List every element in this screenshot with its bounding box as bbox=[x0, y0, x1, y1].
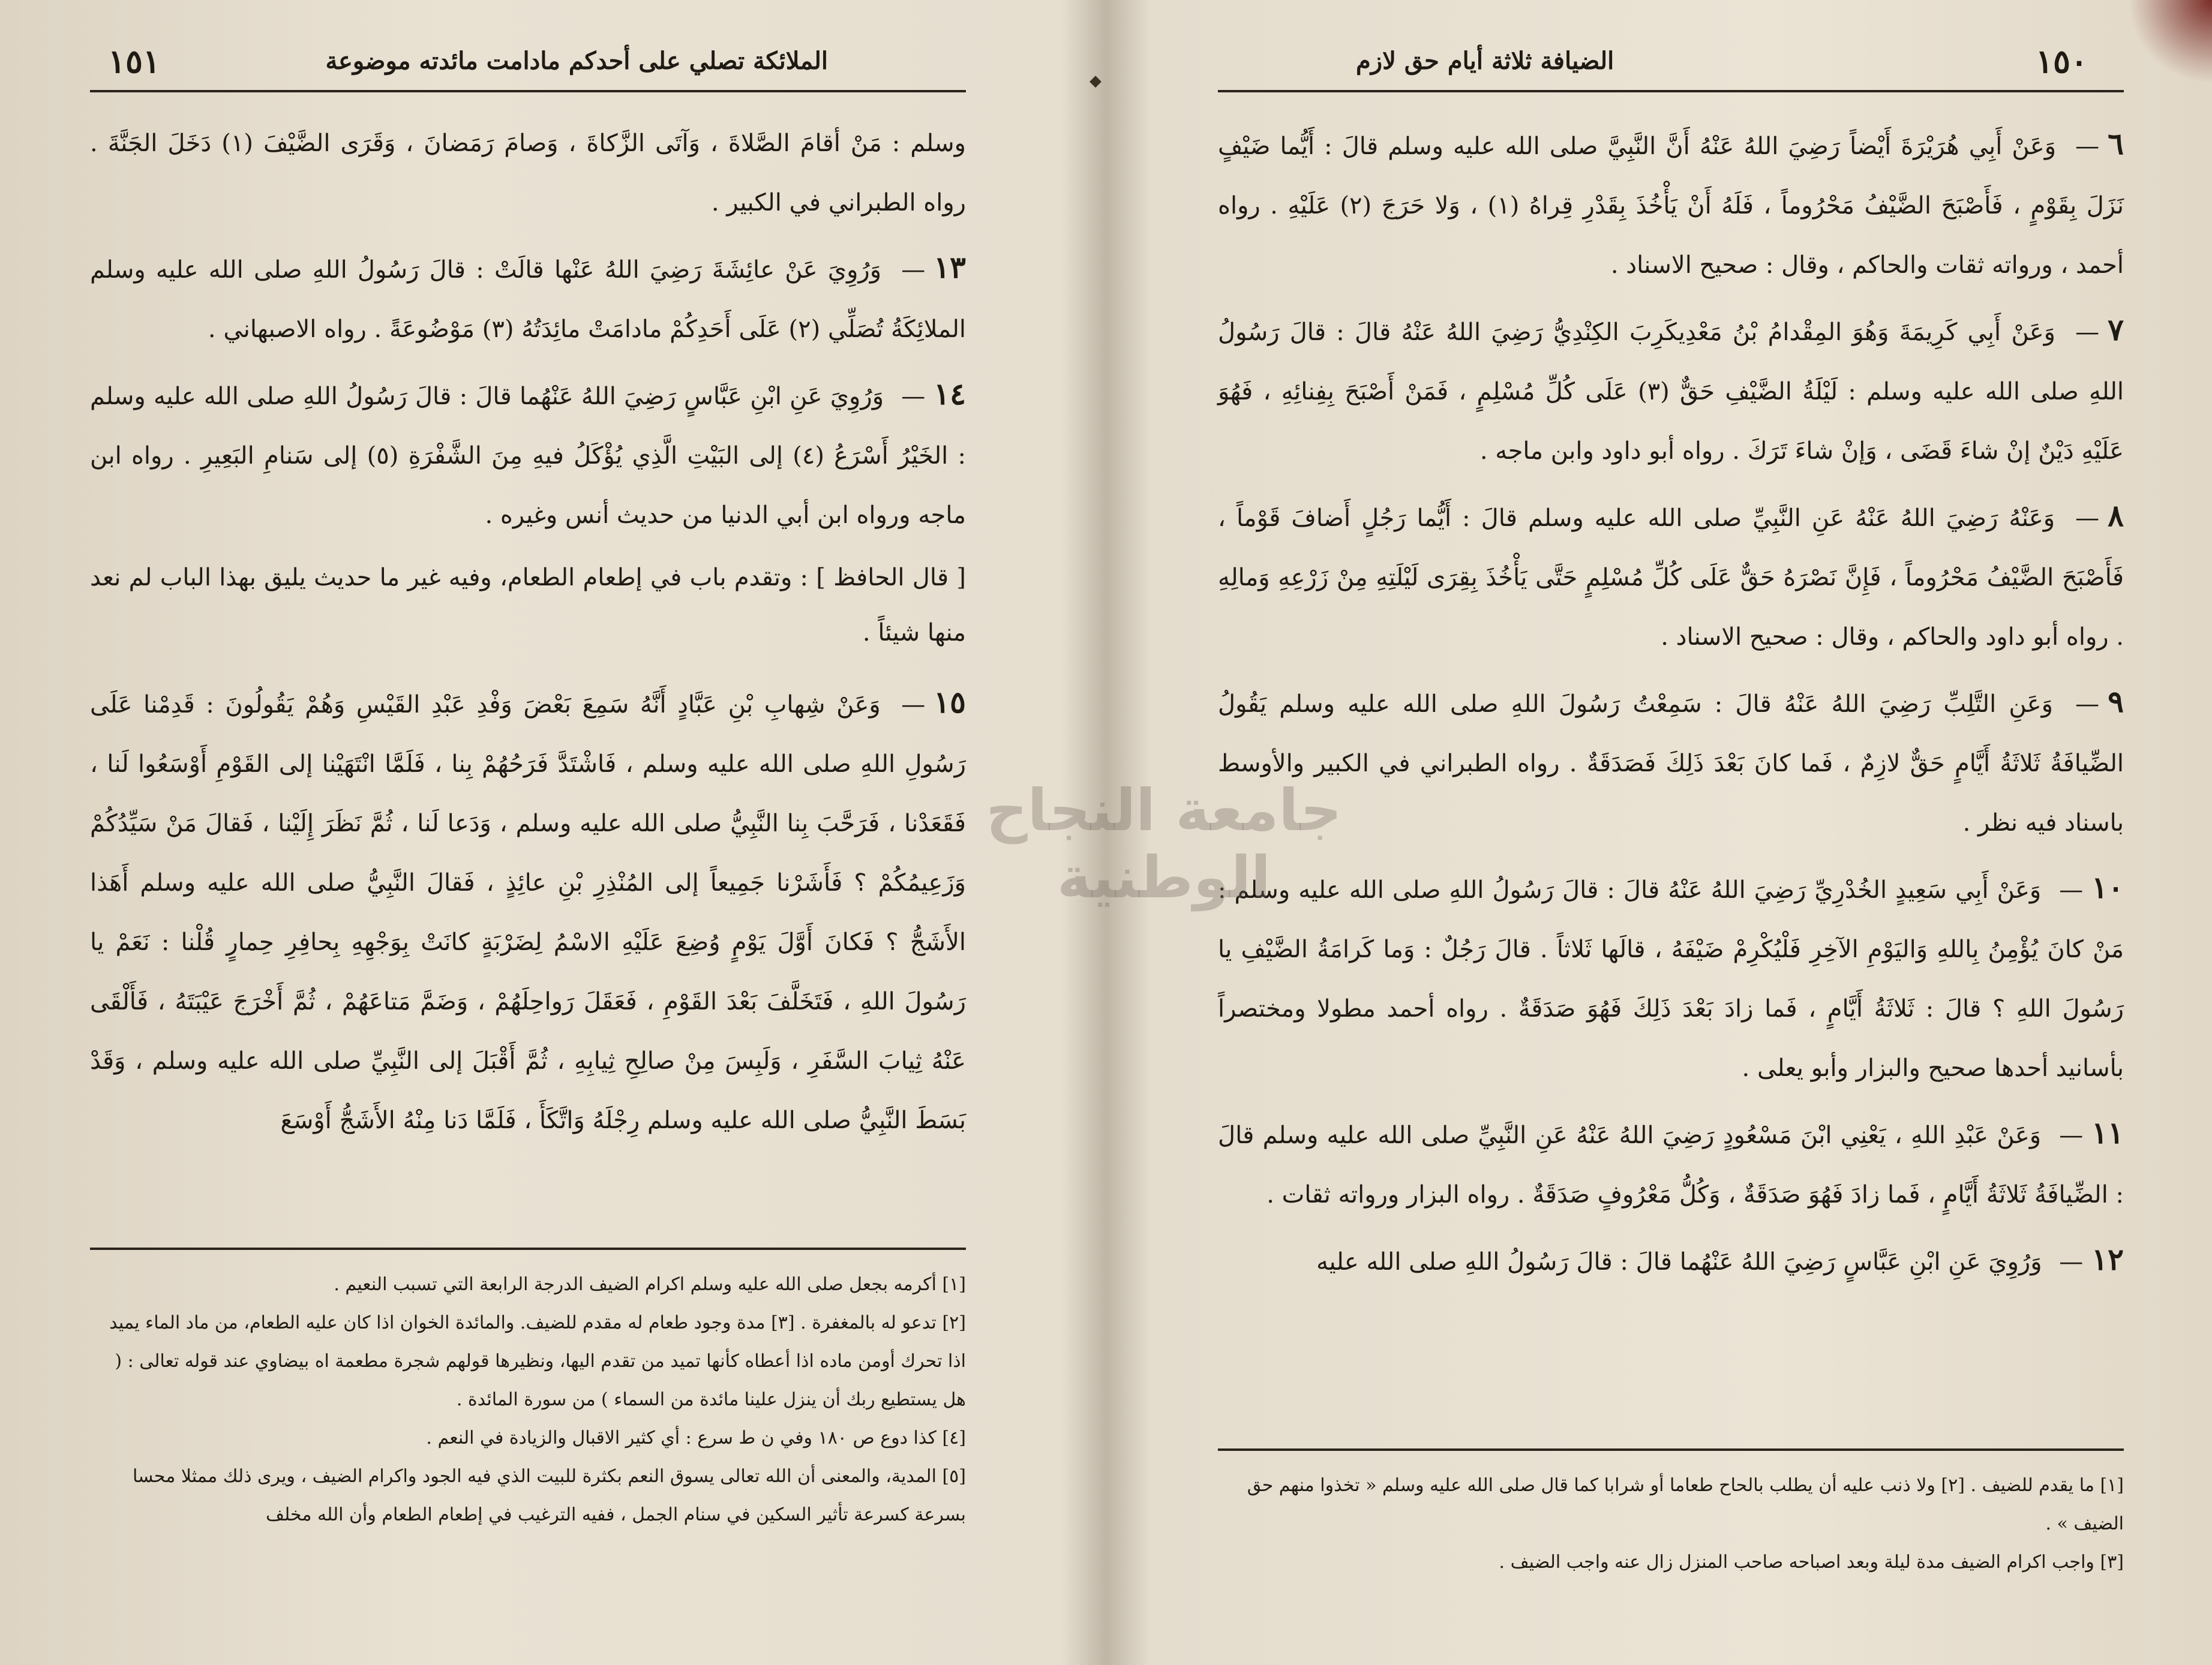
hadith-8: ٨— وَعَنْهُ رَضِيَ اللهُ عَنْهُ عَنِ النَّبِيِّ صلى الله عليه وسلم قالَ : أَيُّما رَجُلٍ أَضافَ قَوْماً ، فَأَصْبَحَ الضَّيْفُ مَحْرُوماً ، فَإِنَّ نَصْرَهُ حَقٌّ عَلَى كُلِّ مُسْلِمٍ حَتَّى يَأْخُذَ بِقِرَى لَيْلَتِهِ مِنْ زَرْعِهِ وَمالِهِ . رواه أبو داود والحاكم ، وقال : صحيح الاسناد . bbox=[1218, 498, 2124, 651]
paragraph-text: وَرُوِيَ عَنِ ابْنِ عَبَّاسٍ رَضِيَ اللهُ عَنْهُما قالَ : قالَ رَسُولُ اللهِ صلى الله عليه bbox=[1316, 1248, 2042, 1276]
footnote: [١] أكرمه بجعل صلى الله عليه وسلم اكرام الضيف الدرجة الرابعة التي تسبب النعيم . bbox=[334, 1274, 966, 1295]
hadith-15: ١٥— وَعَنْ شِهابِ بْنِ عَبَّادٍ أَنَّهُ سَمِعَ بَعْضَ وَفْدِ عَبْدِ القَيْسِ وَهُمْ يَقُولُونَ : قَدِمْنا عَلَى رَسُولِ اللهِ صلى الله عليه وسلم ، فَاشْتَدَّ فَرَحُهُمْ بِنا ، فَلَمَّا انْتَهَيْنا إلى القَوْمِ أَوْسَعُوا لَنا ، فَقَعَدْنا ، فَرَحَّبَ بِنا النَّبِيُّ صلى الله عليه وسلم ، وَدَعا لَنا ، ثُمَّ نَظَرَ إِلَيْنا ، فَقالَ مَنْ سَيِّدُكُمْ وَزَعِيمُكُمْ ؟ فَأَشَرْنا جَمِيعاً إلى المُنْذِرِ بْنِ عائِذٍ ، فَقالَ النَّبِيُّ صلى الله عليه وسلم أَهَذا الأَشَجُّ ؟ فَكانَ أَوَّلَ يَوْمٍ وُضِعَ عَلَيْهِ الاسْمُ لِضَرْبَةٍ كانَتْ بِوَجْهِهِ بِحافِرِ حِمارٍ قُلْنا : نَعَمْ يا رَسُولَ اللهِ ، فَتَخَلَّفَ بَعْدَ القَوْمِ ، فَعَقَلَ رَواحِلَهُمْ ، وَضَمَّ مَتاعَهُمْ ، ثُمَّ أَخْرَجَ عَيْبَتَهُ ، فَأَلْقَى عَنْهُ ثِيابَ السَّفَرِ ، وَلَبِسَ مِنْ صالِحِ ثِيابِهِ ، ثُمَّ أَقْبَلَ إلى النَّبِيِّ صلى الله عليه وسلم ، وَقَدْ بَسَطَ النَّبِيُّ صلى الله عليه وسلم رِجْلَهُ وَاتَّكَأَ ، فَلَمَّا دَنا مِنْهُ الأَشَجُّ أَوْسَعَ bbox=[90, 684, 967, 1134]
left-footnote-rule bbox=[90, 1248, 966, 1250]
hadith-number: ١٣ bbox=[934, 250, 967, 285]
paragraph-text: وَرُوِيَ عَنْ عائِشَةَ رَضِيَ اللهُ عَنْها قالَتْ : قالَ رَسُولُ اللهِ صلى الله عليه وسلم الملائِكَةُ تُصَلِّي (٢) عَلَى أَحَدِكُمْ مادامَتْ مائِدَتُهُ (٣) مَوْضُوعَةً . رواه الاصبهاني . bbox=[90, 256, 966, 343]
left-page bbox=[90, 36, 966, 1649]
paragraph-text: وَعَنْهُ رَضِيَ اللهُ عَنْهُ عَنِ النَّبِيِّ صلى الله عليه وسلم قالَ : أَيُّما رَجُلٍ أَضافَ قَوْماً ، فَأَصْبَحَ الضَّيْفُ مَحْرُوماً ، فَإِنَّ نَصْرَهُ حَقٌّ عَلَى كُلِّ مُسْلِمٍ حَتَّى يَأْخُذَ بِقِرَى لَيْلَتِهِ مِنْ زَرْعِهِ وَمالِهِ . رواه أبو داود والحاكم ، وقال : صحيح الاسناد . bbox=[1218, 504, 2124, 651]
right-body-text bbox=[1218, 114, 2124, 1292]
hadith-number: ١٤ bbox=[934, 376, 966, 411]
hadith-number: ١٥ bbox=[934, 684, 967, 720]
paragraph-text: وَعَنْ شِهابِ بْنِ عَبَّادٍ أَنَّهُ سَمِعَ بَعْضَ وَفْدِ عَبْدِ القَيْسِ وَهُمْ يَقُولُونَ : قَدِمْنا عَلَى رَسُولِ اللهِ صلى الله عليه وسلم ، فَاشْتَدَّ فَرَحُهُمْ بِنا ، فَلَمَّا انْتَهَيْنا إلى القَوْمِ أَوْسَعُوا لَنا ، فَقَعَدْنا ، فَرَحَّبَ بِنا النَّبِيُّ صلى الله عليه وسلم ، وَدَعا لَنا ، ثُمَّ نَظَرَ إِلَيْنا ، فَقالَ مَنْ سَيِّدُكُمْ وَزَعِيمُكُمْ ؟ فَأَشَرْنا جَمِيعاً إلى المُنْذِرِ بْنِ عائِذٍ ، فَقالَ النَّبِيُّ صلى الله عليه وسلم أَهَذا الأَشَجُّ ؟ فَكانَ أَوَّلَ يَوْمٍ وُضِعَ عَلَيْهِ الاسْمُ لِضَرْبَةٍ كانَتْ بِوَجْهِهِ بِحافِرِ حِمارٍ قُلْنا : نَعَمْ يا رَسُولَ اللهِ ، فَتَخَلَّفَ بَعْدَ القَوْمِ ، فَعَقَلَ رَواحِلَهُمْ ، وَضَمَّ مَتاعَهُمْ ، ثُمَّ أَخْرَجَ عَيْبَتَهُ ، فَأَلْقَى عَنْهُ ثِيابَ السَّفَرِ ، وَلَبِسَ مِنْ صالِحِ ثِيابِهِ ، ثُمَّ أَقْبَلَ إلى النَّبِيِّ صلى الله عليه وسلم ، وَقَدْ بَسَطَ النَّبِيُّ صلى الله عليه وسلم رِجْلَهُ وَاتَّكَأَ ، فَلَمَّا دَنا مِنْهُ الأَشَجُّ أَوْسَعَ bbox=[90, 691, 966, 1134]
hadith-number: ٨ bbox=[2108, 498, 2124, 533]
hadith-number: ٩ bbox=[2108, 684, 2124, 719]
hadith-number: ١٠ bbox=[2091, 870, 2124, 905]
footnote: [١] ما يقدم للضيف . [٢] ولا ذنب عليه أن يطلب بالحاح طعاما أو شرابا كما قال صلى الله عليه وسلم « تخذوا منهم حق الضيف » . bbox=[1247, 1475, 2124, 1534]
hadith-9: ٩— وَعَنِ التَّلِبِّ رَضِيَ اللهُ عَنْهُ قالَ : سَمِعْتُ رَسُولَ اللهِ صلى الله عليه وسلم يَقُولُ الضِّيافَةُ ثَلاثَةُ أَيَّامٍ حَقٌّ لازِمٌ ، فَما كانَ بَعْدَ ذَلِكَ فَصَدَقَةٌ . رواه الطبراني في الكبير والأوسط باسناد فيه نظر . bbox=[1218, 684, 2124, 837]
paragraph-text: وَعَنْ عَبْدِ اللهِ ، يَعْنِي ابْنَ مَسْعُودٍ رَضِيَ اللهُ عَنْهُ عَنِ النَّبِيِّ صلى الله عليه وسلم قالَ : الضِّيافَةُ ثَلاثَةُ أَيَّامٍ ، فَما زادَ فَهُوَ صَدَقَةٌ ، وَكُلُّ مَعْرُوفٍ صَدَقَةٌ . رواه البزار ورواته ثقات . bbox=[1218, 1122, 2124, 1209]
paragraph-text: وسلم : مَنْ أقامَ الصَّلاةَ ، وَآتَى الزَّكاةَ ، وَصامَ رَمَضانَ ، وَقَرَى الضَّيْفَ (١) دَخَلَ الجَنَّةَ . رواه الطبراني في الكبير . bbox=[90, 130, 967, 217]
hadith-11: ١١— وَعَنْ عَبْدِ اللهِ ، يَعْنِي ابْنَ مَسْعُودٍ رَضِيَ اللهُ عَنْهُ عَنِ النَّبِيِّ صلى الله عليه وسلم قالَ : الضِّيافَةُ ثَلاثَةُ أَيَّامٍ ، فَما زادَ فَهُوَ صَدَقَةٌ ، وَكُلُّ مَعْرُوفٍ صَدَقَةٌ . رواه البزار ورواته ثقات . bbox=[1218, 1115, 2124, 1209]
right-running-title: الضيافة ثلاثة أيام حق لازم bbox=[1356, 47, 1614, 75]
gutter-mark-icon: ◆ bbox=[1090, 72, 1102, 90]
paragraph-text: وَعَنْ أَبِي سَعِيدٍ الخُدْرِيِّ رَضِيَ اللهُ عَنْهُ قالَ : قالَ رَسُولُ اللهِ صلى الله عليه وسلم : مَنْ كانَ يُؤْمِنُ بِاللهِ وَاليَوْمِ الآخِرِ فَلْيُكْرِمْ ضَيْفَهُ ، قالَها ثَلاثاً . قالَ رَجُلٌ : وَما كَرامَةُ الضَّيْفِ يا رَسُولَ اللهِ ؟ قالَ : ثَلاثَةُ أَيَّامٍ ، فَما زادَ بَعْدَ ذَلِكَ فَهُوَ صَدَقَةٌ . رواه أحمد مطولا ومختصراً بأسانيد أحدها صحيح والبزار وأبو يعلى . bbox=[1218, 876, 2124, 1082]
hadith-6: ٦— وَعَنْ أَبِي هُرَيْرَةَ أَيْضاً رَضِيَ اللهُ عَنْهُ أَنَّ النَّبِيَّ صلى الله عليه وسلم قالَ : أَيُّما ضَيْفٍ نَزَلَ بِقَوْمٍ ، فَأَصْبَحَ الضَّيْفُ مَحْرُوماً ، فَلَهُ أَنْ يَأْخُذَ بِقَدْرِ قِراهُ (١) ، وَلا حَرَجَ (٢) عَلَيْهِ . رواه أحمد ، ورواته ثقات والحاكم ، وقال : صحيح الاسناد . bbox=[1218, 126, 2124, 279]
hadith-14: ١٤— وَرُوِيَ عَنِ ابْنِ عَبَّاسٍ رَضِيَ اللهُ عَنْهُما قالَ : قالَ رَسُولُ اللهِ صلى الله عليه وسلم : الخَيْرُ أَسْرَعُ (٤) إلى البَيْتِ الَّذِي يُؤْكَلُ فيهِ مِنَ الشَّفْرَةِ (٥) إلى سَنامِ البَعِيرِ . رواه ابن ماجه ورواه ابن أبي الدنيا من حديث أنس وغيره . bbox=[90, 376, 966, 529]
paragraph-text: وَعَنِ التَّلِبِّ رَضِيَ اللهُ عَنْهُ قالَ : سَمِعْتُ رَسُولَ اللهِ صلى الله عليه وسلم يَقُولُ الضِّيافَةُ ثَلاثَةُ أَيَّامٍ حَقٌّ لازِمٌ ، فَما كانَ بَعْدَ ذَلِكَ فَصَدَقَةٌ . رواه الطبراني في الكبير والأوسط باسناد فيه نظر . bbox=[1218, 690, 2124, 837]
corner-shadow bbox=[2128, 0, 2212, 84]
footnote: [٢] تدعو له بالمغفرة . [٣] مدة وجود طعام له مقدم للضيف. والمائدة الخوان اذا كان عليه الطعام، من ماد الماء يميد اذا تحرك أومن ماده اذا أعطاه كأنها تميد من تقدم اليها، ونظيرها قولهم شجرة مطعمة اه بيضاوي عند قوله تعالى : ( هل يستطيع ربك أن ينزل علينا مائدة من السماء ) من سورة المائدة . bbox=[109, 1312, 966, 1410]
left-running-title: الملائكة تصلي على أحدكم مادامت مائدته موضوعة bbox=[325, 47, 828, 75]
left-running-head bbox=[90, 36, 966, 92]
hadith-number: ١٢ bbox=[2091, 1242, 2124, 1277]
library-watermark: جامعة النجاح الوطنية bbox=[986, 777, 1342, 911]
right-page-number: ١٥٠ bbox=[2035, 42, 2088, 80]
right-running-head bbox=[1218, 36, 2124, 92]
hadith-13: ١٣— وَرُوِيَ عَنْ عائِشَةَ رَضِيَ اللهُ عَنْها قالَتْ : قالَ رَسُولُ اللهِ صلى الله عليه وسلم الملائِكَةُ تُصَلِّي (٢) عَلَى أَحَدِكُمْ مادامَتْ مائِدَتُهُ (٣) مَوْضُوعَةً . رواه الاصبهاني . bbox=[90, 250, 967, 343]
left-paragraph-continuation bbox=[90, 114, 966, 233]
hadith-number: ٧ bbox=[2108, 312, 2124, 347]
hadith-12: ١٢— وَرُوِيَ عَنِ ابْنِ عَبَّاسٍ رَضِيَ اللهُ عَنْهُما قالَ : قالَ رَسُولُ اللهِ صلى الله عليه bbox=[1316, 1242, 2124, 1277]
left-body-text bbox=[90, 114, 966, 1150]
paragraph-text: وَعَنْ أَبِي هُرَيْرَةَ أَيْضاً رَضِيَ اللهُ عَنْهُ أَنَّ النَّبِيَّ صلى الله عليه وسلم قالَ : أَيُّما ضَيْفٍ نَزَلَ بِقَوْمٍ ، فَأَصْبَحَ الضَّيْفُ مَحْرُوماً ، فَلَهُ أَنْ يَأْخُذَ بِقَدْرِ قِراهُ (١) ، وَلا حَرَجَ (٢) عَلَيْهِ . رواه أحمد ، ورواته ثقات والحاكم ، وقال : صحيح الاسناد . bbox=[1218, 133, 2124, 279]
paragraph-text: وَعَنْ أَبِي كَرِيمَةَ وَهُوَ المِقْدامُ بْنُ مَعْدِيكَرِبَ الكِنْدِيُّ رَضِيَ اللهُ عَنْهُ قالَ : قالَ رَسُولُ اللهِ صلى الله عليه وسلم : لَيْلَةُ الضَّيْفِ حَقٌّ (٣) عَلَى كُلِّ مُسْلِمٍ ، فَمَنْ أَصْبَحَ بِفِنائِهِ ، فَهُوَ عَلَيْهِ دَيْنٌ إنْ شاءَ قَضَى ، وَإنْ شاءَ تَرَكَ . رواه أبو داود وابن ماجه . bbox=[1218, 318, 2124, 465]
right-footnote-rule bbox=[1218, 1448, 2124, 1451]
footnote: [٤] كذا دوع ص ١٨٠ وفي ن ط سرع : أي كثير الاقبال والزيادة في النعم . bbox=[426, 1427, 966, 1448]
left-page-number: ١٥١ bbox=[108, 42, 161, 80]
footnote: [٣] واجب اكرام الضيف مدة ليلة وبعد اصباحه صاحب المنزل زال عنه واجب الضيف . bbox=[1499, 1552, 2124, 1573]
hadith-number: ١١ bbox=[2091, 1115, 2124, 1150]
hafiz-note: [ قال الحافظ ] : وتقدم باب في إطعام الطعام، وفيه غير ما حديث يليق بهذا الباب لم نعد منها شيئاً . bbox=[90, 564, 966, 647]
footnote: [٥] المدية، والمعنى أن الله تعالى يسوق النعم بكثرة للبيت الذي فيه الجود واكرام الضيف ، ويرى ذلك ممثلا محسا بسرعة كسرعة تأثير السكين في سنام الجمل ، ففيه الترغيب في إطعام الطعام وأن الله مخلف bbox=[132, 1466, 966, 1525]
right-footnotes bbox=[1218, 1466, 2124, 1582]
hadith-10: ١٠— وَعَنْ أَبِي سَعِيدٍ الخُدْرِيِّ رَضِيَ اللهُ عَنْهُ قالَ : قالَ رَسُولُ اللهِ صلى الله عليه وسلم : مَنْ كانَ يُؤْمِنُ بِاللهِ وَاليَوْمِ الآخِرِ فَلْيُكْرِمْ ضَيْفَهُ ، قالَها ثَلاثاً . قالَ رَجُلٌ : وَما كَرامَةُ الضَّيْفِ يا رَسُولَ اللهِ ؟ قالَ : ثَلاثَةُ أَيَّامٍ ، فَما زادَ بَعْدَ ذَلِكَ فَهُوَ صَدَقَةٌ . رواه أحمد مطولا ومختصراً بأسانيد أحدها صحيح والبزار وأبو يعلى . bbox=[1218, 870, 2124, 1082]
left-footnotes bbox=[90, 1266, 966, 1534]
hadith-7: ٧— وَعَنْ أَبِي كَرِيمَةَ وَهُوَ المِقْدامُ بْنُ مَعْدِيكَرِبَ الكِنْدِيُّ رَضِيَ اللهُ عَنْهُ قالَ : قالَ رَسُولُ اللهِ صلى الله عليه وسلم : لَيْلَةُ الضَّيْفِ حَقٌّ (٣) عَلَى كُلِّ مُسْلِمٍ ، فَمَنْ أَصْبَحَ بِفِنائِهِ ، فَهُوَ عَلَيْهِ دَيْنٌ إنْ شاءَ قَضَى ، وَإنْ شاءَ تَرَكَ . رواه أبو داود وابن ماجه . bbox=[1218, 312, 2124, 465]
paragraph-text: وَرُوِيَ عَنِ ابْنِ عَبَّاسٍ رَضِيَ اللهُ عَنْهُما قالَ : قالَ رَسُولُ اللهِ صلى الله عليه وسلم : الخَيْرُ أَسْرَعُ (٤) إلى البَيْتِ الَّذِي يُؤْكَلُ فيهِ مِنَ الشَّفْرَةِ (٥) إلى سَنامِ البَعِيرِ . رواه ابن ماجه ورواه ابن أبي الدنيا من حديث أنس وغيره . bbox=[90, 383, 966, 529]
hadith-number: ٦ bbox=[2108, 126, 2124, 161]
